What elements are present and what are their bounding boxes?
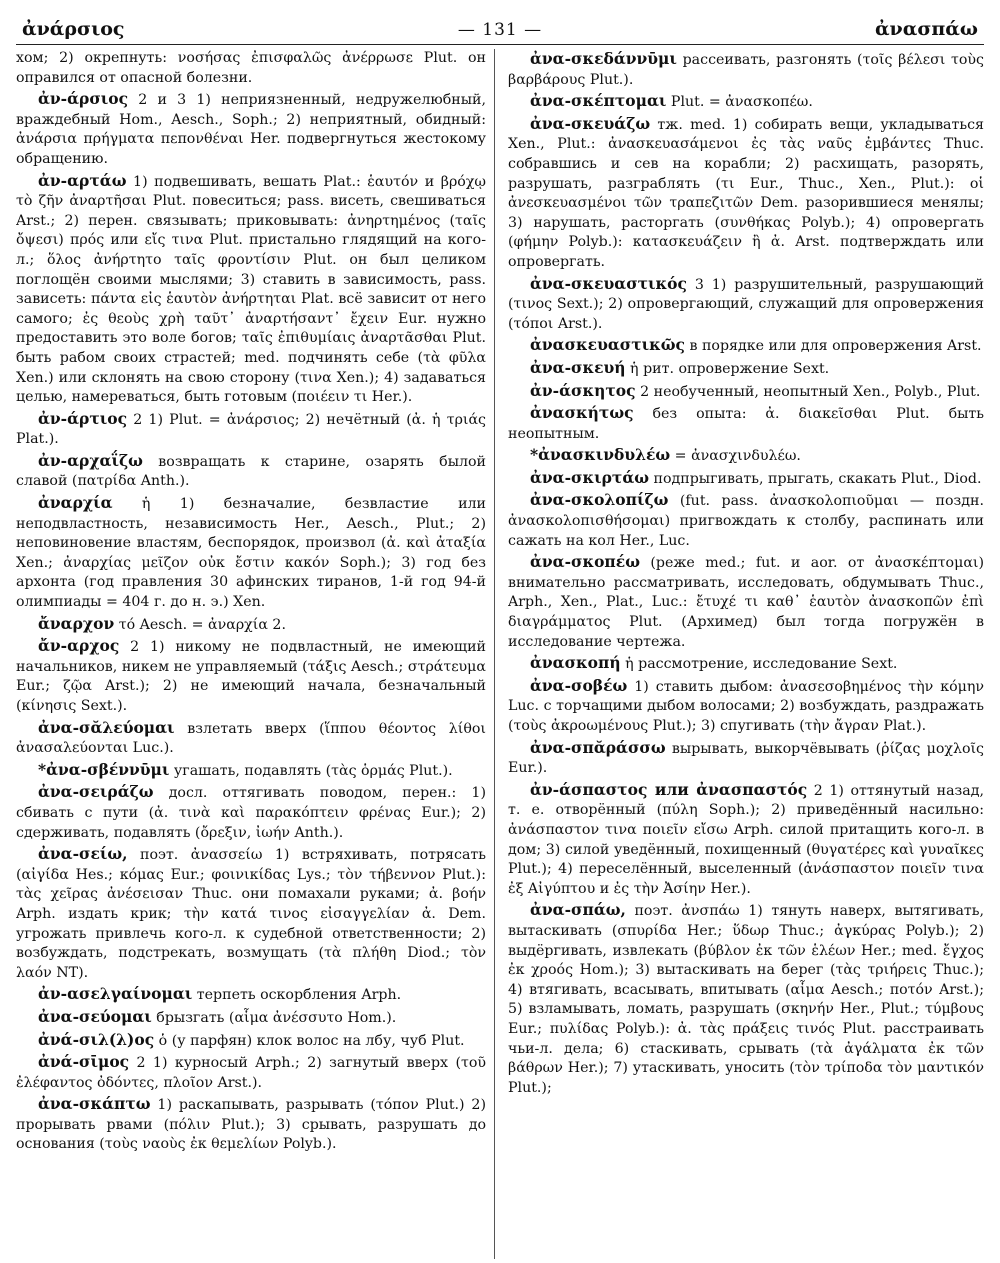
entry-headword: ἀν-άσπαστος или ἀνασπαστός — [530, 779, 808, 799]
dictionary-entry — [508, 274, 984, 335]
dictionary-entry — [508, 468, 984, 490]
entry-headword: ἀνα-σείω, — [38, 844, 128, 864]
entry-definition: (реже med.; fut. и aor. от ἀνασκέπτομαι) внимательно рассматривать, исследовать, обдумывать Thuc., Arph., Xen., Plat., Luc.: ἔτυχέ τι καθ᾽ ἑαυτὸν ἀνασκοπῶν ἐπὶ διαγράμματος Plut. (Архимед) был тогда погружён в исследование чертежа. — [508, 555, 984, 650]
dictionary-entry — [16, 844, 486, 983]
entry-headword: ἀνα-σπᾰράσσω — [530, 737, 666, 757]
entry-definition: 2 и 3 1) неприязненный, недружелюбный, враждебный Hom., Aesch., Soph.; 2) неприятный, обидный: ἀνάρσια πρήγματα πεπονθέναι Her. подвергнуться жестокому обращению. — [16, 92, 486, 167]
entry-definition: подпрыгивать, прыгать, скакать Plut., Diod. — [649, 470, 982, 487]
dictionary-entry — [508, 552, 984, 652]
entry-definition: ὁ (у парфян) клок волос на лбу, чуб Plut. — [154, 1032, 465, 1049]
entry-headword: ἀνά-σῑμος — [38, 1052, 130, 1072]
dictionary-entry — [16, 171, 486, 408]
entry-definition: 2 1) Plut. = ἀνάρσιος; 2) нечётный (ἀ. ἡ τριάς Plat.). — [16, 411, 486, 448]
entry-definition: досл. оттягивать поводом, перен.: 1) сбивать с пути (ἀ. τινὰ καὶ παρακόπτειν φρένας Eur.); 2) сдерживать, подавлять (ὄρεξιν, ἰωήν Anth.). — [16, 785, 486, 841]
entry-headword: ἀνα-σκέπτομαι — [530, 91, 667, 111]
entry-headword: ἀν-αρτάω — [38, 170, 127, 190]
dictionary-entry — [508, 358, 984, 380]
entry-definition: 3 1) разрушительный, разрушающий (τινος Sext.); 2) опровергающий, служащий для опровержения (τόποι Arst.). — [508, 276, 984, 332]
entry-definition: 1) подвешивать, вешать Plat.: ἑαυτόν и βρόχῳ τὸ ζῆν ἀναρτῆσαι Plut. повеситься; pass. висеть, свешиваться Arst.; 2) перен. связывать; приковывать: ἀνηρτημένος (ταῖς ὄψεσι) πρός или εἴς τινα Plut. пристально глядящий на кого-л.; ὅλος ἀνήρτητο ταῖς φροντίσιν Plut. он был целиком поглощён своими мыслями; 3) ставить в зависимость, pass. зависеть: πάντα εἰς ἑαυτὸν ἀνήρτηται Plat. всё зависит от него самого; ἐς θεοὺς χρὴ ταῦτ᾽ ἀναρτήσαντ᾽ ἔχειν Eur. нужно предоставить это воле богов; ταῖς ἐπιθυμίαις ἀναρτᾶσθαι Plut. быть рабом своих страстей; med. подчинять себе (τὰ φῦλα Xen.) или склонять на свою сторону (τινα Xen.); 4) задаваться целью, намереваться, быть готовым (ποιέειν τι Her.). — [16, 173, 486, 406]
dictionary-entry — [508, 738, 984, 779]
entry-definition: 2 1) курносый Arph.; 2) загнутый вверх (τοῦ ἐλέφαντος ὀδόντες, πλοῖον Arst.). — [16, 1055, 486, 1091]
dictionary-entry — [508, 900, 984, 1098]
dictionary-entry — [16, 760, 486, 782]
header-last-word: ἀνασπάω — [874, 18, 978, 40]
header-first-word: ἀνάρσιος — [22, 18, 125, 40]
entry-definition: Plut. = ἀνασκοπέω. — [666, 94, 813, 111]
entry-headword: ἀνα-σπάω, — [530, 900, 626, 920]
page-number: — 131 — — [457, 20, 543, 40]
entry-headword: *ἀνα-σβέννῡμι — [38, 759, 170, 779]
dictionary-entry — [508, 653, 984, 675]
entry-definition: (fut. pass. ἀνασκολοπιοῦμαι — поздн. ἀνασκολοπισθήσομαι) пригвождать к столбу, распинать или сажать на кол Her., Luc. — [508, 493, 984, 549]
entry-headword: ἀνα-σκευή — [530, 357, 626, 377]
entry-headword: ἀνα-σειράζω — [38, 782, 154, 802]
entry-headword: ἀνα-σκευαστικός — [530, 273, 687, 293]
entry-headword: ἄν-αρχος — [38, 636, 120, 656]
dictionary-entry — [16, 409, 486, 450]
entry-headword: ἀνα-σοβέω — [530, 675, 628, 695]
entry-definition: угашать, подавлять (τὰς ὁρμάς Plut.). — [169, 762, 453, 779]
right-column — [508, 49, 984, 1259]
entry-headword: *ἀνασκινδυλέω — [530, 445, 671, 465]
entry-definition: ἡ 1) безначалие, безвластие или неподвластность, независимость Her., Aesch., Plut.; 2) неповиновение властям, беспорядок, произвол (ἀ. καὶ ἀταξία Xen.; ἀναρχίας μεῖζον οὐκ ἔστιν κακόν Soph.); 3) год без архонта (год правления 30 афинских тиранов, 1-й год 94-й олимпиады = 404 г. до н. э.) Xen. — [16, 496, 486, 611]
entry-definition: брызгать (αἷμα ἀνέσσυτο Hom.). — [151, 1009, 397, 1026]
dictionary-entry — [16, 614, 486, 636]
dictionary-entry — [16, 451, 486, 492]
dictionary-entry — [16, 636, 486, 716]
entry-headword: ἀνα-σκευάζω — [530, 113, 651, 133]
dictionary-entry — [16, 1007, 486, 1029]
entry-definition: ἡ рассмотрение, исследование Sext. — [620, 656, 898, 673]
dictionary-entry — [16, 1030, 486, 1052]
entry-headword: ἀν-άρτιος — [38, 408, 128, 428]
page-header — [16, 10, 984, 45]
entry-headword: ἀνασκοπή — [530, 653, 621, 673]
dictionary-entry — [16, 984, 486, 1006]
dictionary-entry — [508, 114, 984, 273]
entry-headword: ἀνα-σᾰλεύομαι — [38, 717, 175, 737]
dictionary-entry — [16, 493, 486, 613]
entry-definition: взлетать вверх (ἵππου θέοντος λίθοι ἀνασαλεύονται Luc.). — [16, 720, 486, 757]
entry-definition: 2 необученный, неопытный Xen., Polyb., Plut. — [635, 383, 981, 400]
entry-headword: ἄναρχον — [38, 613, 115, 633]
entry-definition: терпеть оскорбления Arph. — [192, 987, 402, 1004]
entry-headword: ἀνα-σκολοπίζω — [530, 490, 669, 510]
columns — [16, 49, 984, 1259]
entry-headword: ἀν-αρχαΐζω — [38, 450, 143, 470]
entry-definition: = ἀνασχινδυλέω. — [670, 448, 801, 465]
entry-headword: ἀνα-σκιρτάω — [530, 467, 650, 487]
entry-headword: ἀναρχία — [38, 493, 113, 513]
entry-headword: ἀν-άρσιος — [38, 89, 129, 109]
dictionary-entry — [508, 91, 984, 113]
entry-definition: без опыта: ἀ. διακεῖσθαι Plut. быть неопытным. — [508, 406, 984, 442]
entry-definition: поэт. ἀνσπάω 1) тянуть наверх, вытягивать, вытаскивать (σπυρίδα Her.; ὕδωρ Thuc.; ἀγκύρας Polyb.); 2) выдёргивать, извлекать (βύβλον ἐκ τῶν ἑλέων Her.; med. ἔγχος ἐκ χροός Hom.); 3) вытаскивать на берег (τὰς τριήρεις Thuc.); 4) втягивать, всасывать, впитывать (αἷμα Aesch.; ποτόν Arst.); 5) взламывать, ломать, разрушать (σκηνήν Her., Plut.; τύμβους Eur.; πυλίδας Polyb.): ἀ. τὰς πράξεις τινός Plut. расстраивать чьи-л. дела; 6) стаскивать, срывать (τὰ ἀγάλματα ἐκ τῶν βάθρων Her.); 7) утаскивать, уносить (τὸν τρίποδα τὸν μαντικόν Plut.); — [508, 903, 984, 1096]
dictionary-entry — [508, 780, 984, 900]
entry-headword: ἀνα-σκεδάννῡμι — [530, 49, 677, 68]
dictionary-entry — [16, 49, 486, 88]
entry-definition: 2 1) никому не подвластный, не имеющий начальников, никем не управляемый (τάξις Aesch.; στράτευμα Eur.; ζῷα Arst.); 2) не имеющий начала, безначальный (κίνησις Sext.). — [16, 639, 486, 714]
entry-definition: 1) раскапывать, разрывать (τόπον Plut.) 2) прорывать рвами (πόλιν Plut.); 3) срывать, разрушать до основания (τοὺς ναοὺς ἐκ θεμελίων Polyb.). — [16, 1097, 486, 1153]
dictionary-entry — [16, 1094, 486, 1155]
dictionary-entry — [16, 782, 486, 843]
entry-definition: τό Aesch. = ἀναρχία 2. — [114, 616, 286, 633]
entry-headword: ἀν-ασελγαίνομαι — [38, 984, 193, 1004]
entry-definition: 1) ставить дыбом: ἀνασεσοβημένος τὴν κόμην Luc. с торчащими дыбом волосами; 2) возбуждать, раздражать (τοὺς ἀκροωμένους Plut.); 3) спугивать (τὴν ἄγραν Plat.). — [508, 678, 984, 734]
dictionary-entry — [16, 718, 486, 759]
dictionary-entry — [508, 49, 984, 90]
entry-headword: ἀνασκήτως — [530, 403, 634, 423]
dictionary-entry — [508, 403, 984, 444]
dictionary-entry — [508, 381, 984, 403]
entry-definition: возвращать к старине, озарять былой славой (πατρίδα Anth.). — [16, 453, 486, 490]
entry-definition: поэт. ἀνασσείω 1) встряхивать, потрясать (αἰγίδα Hes.; κόμας Eur.; φοινικίδας Lys.; τὸν τήβεννον Plut.): τὰς χεῖρας ἀνέσεισαν Thuc. они помахали руками; ἀ. βοήν Arph. издать крик; τὴν κατά τινος εἰσαγγελίαν ἀ. Dem. угрожать привлечь кого-л. к судебной ответственности; 2) возбуждать, подстрекать, возмущать (τὰ πλήθη Diod.; τὸν λαόν NT). — [16, 847, 486, 981]
dictionary-entry — [508, 335, 984, 357]
dictionary-entry — [16, 1052, 486, 1093]
dictionary-entry — [16, 89, 486, 169]
entry-definition: тж. med. 1) собирать вещи, укладываться Xen., Plut.: ἀνασκευασάμενοι ἐς τὰς ναῦς ἐμβάντες Thuc. собравшись и сев на корабли; 2) расхищать, разорять, разрушать, разграблять (τι Eur., Thuc., Xen., Plut.): οἱ ἀνεσκευασμένοι τῶν τραπεζιτῶν Dem. разорившиеся менялы; 3) нарушать, расторгать (συνθήκας Polyb.); 4) опровергать (φήμην Polyb.): κατασκευάζειν ἢ ἀ. Arst. подтверждать или опровергать. — [508, 116, 984, 270]
entry-headword: ἀνασκευαστικῶς — [530, 335, 685, 355]
entry-definition: рассеивать, разгонять (τοῖς βέλεσι τοὺς βαρβάρους Plut.). — [508, 52, 984, 88]
entry-definition: ἡ рит. опровержение Sext. — [625, 360, 830, 377]
entry-headword: ἀνα-σκάπτω — [38, 1094, 151, 1114]
entry-definition: хом; 2) окрепнуть: νοσήσας ἐπισφαλῶς ἀνέρρωσε Plut. он оправился от опасной болезни. — [16, 50, 486, 86]
dictionary-entry — [508, 490, 984, 551]
entry-headword: ἀνα-σεύομαι — [38, 1006, 152, 1026]
left-column — [16, 49, 495, 1259]
entry-definition: 2 1) оттянутый назад, т. е. отворённый (πύλη Soph.); 2) приведённый насильно: ἀνάσπαστον τινα ποιεῖν εἴσω Arph. силой притащить кого-л. в дом; 3) силой уведённый, похищенный (θυγατέρες καὶ γυναῖκες Plut.); 4) переселённый, выселенный (ἀνάσπαστον ποιεῖν τινα ἐξ Αἰγύπτου и ἐς τὴν Ἀσίην Her.). — [508, 782, 984, 897]
entry-definition: вырывать, выкорчёвывать (ῥίζας μοχλοῖς Eur.). — [508, 740, 984, 777]
entry-headword: ἀνά-σιλ(λ)ος — [38, 1029, 155, 1049]
entry-headword: ἀν-άσκητος — [530, 380, 636, 400]
dictionary-entry — [508, 676, 984, 737]
entry-definition: в порядке или для опровержения Arst. — [684, 338, 982, 355]
entry-headword: ἀνα-σκοπέω — [530, 552, 640, 572]
dictionary-entry — [508, 445, 984, 467]
